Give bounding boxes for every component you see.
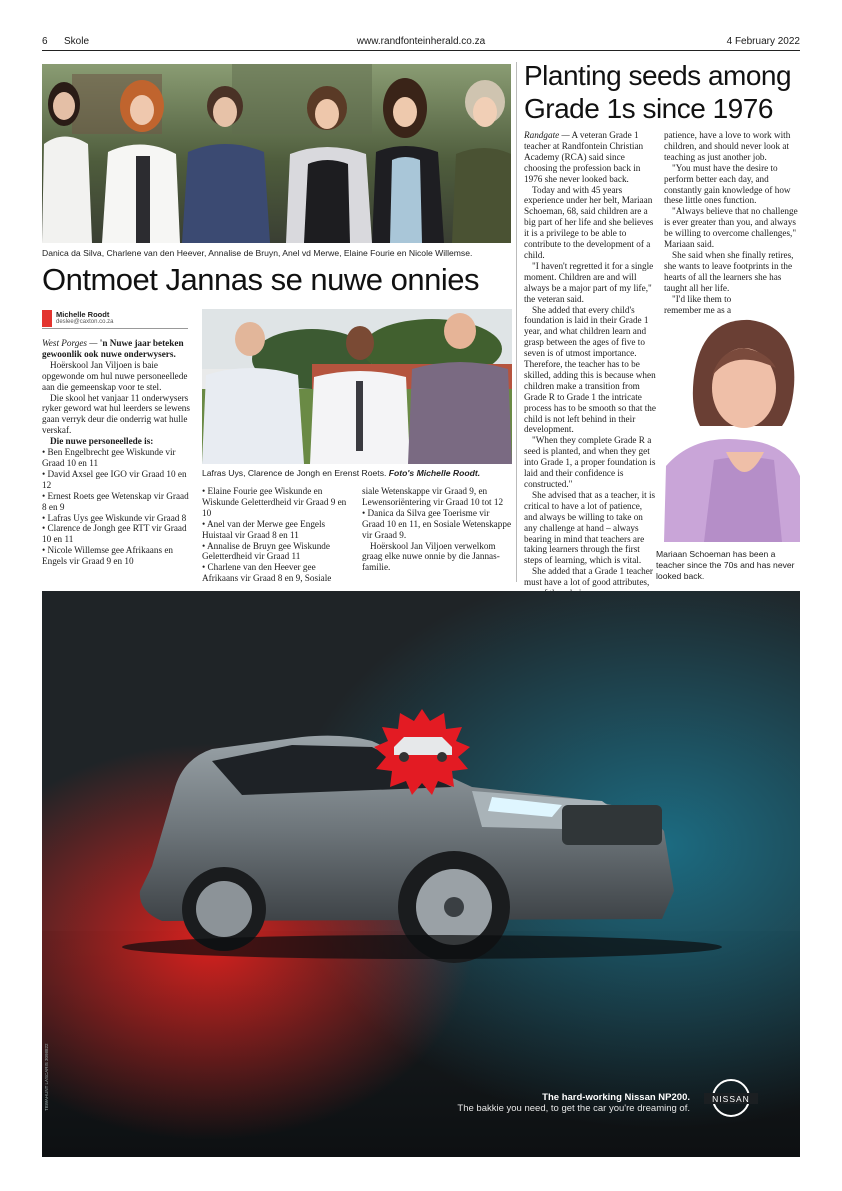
list-item: • David Axsel gee IGO vir Graad 10 en 12 [42, 468, 187, 490]
nissan-logo-icon[interactable] [704, 1077, 758, 1119]
lead-text: 'n Nuwe jaar beteken gewoonlik ook nuwe onderwysers. [42, 338, 184, 359]
portrait-caption: Mariaan Schoeman has been a teacher since the 70s and has never looked back. [656, 549, 795, 581]
paragraph: She said when she finally retires, she wants to leave footprints in the hearts of all the learners she has taught all her life. [664, 249, 794, 293]
column-divider [516, 62, 517, 582]
afrikaans-column-2 [202, 486, 350, 584]
group-photo-caption: Danica da Silva, Charlene van den Heever, Annalise de Bruyn, Anel vd Merwe, Elaine Fourie en Nicole Willemse. [42, 248, 473, 258]
portrait-mariaan-schoeman [664, 316, 800, 542]
list-item: • Ernest Roets gee Wetenskap vir Graad 8 en 9 [42, 490, 189, 512]
afrikaans-column-3 [362, 486, 512, 573]
list-item: • Ben Engelbrecht gee Wiskunde vir Graad 10 en 11 [42, 447, 176, 468]
list-item: • Anel van der Merwe gee Engels Huistaal vir Graad 8 en 11 [202, 518, 326, 540]
paragraph: "I haven't regretted it for a single moment. Children are and will always be a major part of my life," the veteran said. [524, 260, 654, 304]
list-item: siale Wetenskappe vir Graad 9, en Lewensoriëntering vir Graad 10 tot 12 [362, 486, 504, 507]
english-column-1 [524, 130, 656, 599]
headline-line-1: Planting seeds among [524, 60, 792, 91]
advert-tagline-bold: The hard-working Nissan NP200. [542, 1092, 690, 1103]
photo-credit: Foto's Michelle Roodt. [388, 468, 481, 478]
list-item: • Annalise de Bruyn gee Wiskunde Geletterdheid vir Graad 11 [202, 540, 330, 562]
byline-marker [42, 310, 52, 327]
paragraph: "Always believe that no challenge is ever greater than you, and always be willing to overcome challenges," Mariaan said. [664, 206, 798, 250]
group-photo-six-teachers [42, 64, 511, 243]
paragraph: patience, have a love to work with children, and should never look at teaching as just another job. [664, 130, 791, 162]
dateline: Randgate — [524, 130, 570, 140]
advert-agency-code: TBWAHUNT LASCARIS 3098822 [44, 1043, 49, 1111]
issue-date: 4 February 2022 [726, 36, 800, 47]
list-item: • Elaine Fourie gee Wiskunde en Wiskunde Geletterdheid vir Graad 9 en 10 [202, 486, 347, 518]
paragraph: "You must have the desire to perform better each day, and constantly gain knowledge of how these little ones function. [664, 162, 791, 206]
list-item: • Charlene van den Heever gee Afrikaans vir Graad 8 en 9, Sosiale [202, 562, 332, 584]
paragraph: Hoërskool Jan Viljoen verwelkom graag elke nuwe onnie by die Jannas-familie. [362, 540, 500, 573]
list-item: • Lafras Uys gee Wiskunde vir Graad 8 [42, 512, 187, 523]
header-rule [42, 50, 800, 51]
section-name: Skole [64, 36, 90, 47]
headline-line-2: Grade 1s since 1976 [524, 93, 773, 124]
three-teachers-caption [202, 468, 512, 479]
afrikaans-headline: Ontmoet Jannas se nuwe onnies [42, 262, 479, 297]
paragraph: She added that a Grade 1 teacher must have a lot of good attributes, [524, 566, 653, 588]
paragraph: A veteran Grade 1 teacher at Randfontein Christian Academy (RCA) said since choosing the profession back in 1976 she never looked back. [524, 130, 644, 184]
list-item: • Nicole Willemse gee Afrikaans en Engels vir Graad 9 en 10 [42, 545, 174, 567]
afrikaans-column-1 [42, 338, 190, 567]
caption-names: Lafras Uys, Clarence de Jongh en Erenst Roets. [202, 468, 387, 478]
advert-tagline: The bakkie you need, to get the car you're dreaming of. [457, 1103, 690, 1114]
list-item: • Danica da Silva gee Toerisme vir Graad 10 en 11, en Sosiale Wetenskappe vir Graad 9. [362, 507, 512, 540]
byline [42, 310, 188, 329]
page-number: 6 [42, 36, 48, 47]
dateline: West Porges — [42, 338, 98, 348]
paragraph: She advised that as a teacher, it is critical to have a lot of patience, and always be willing to take on any challenge at hand – always bearing in mind that teachers are taking learners through the first steps of learning, which is vital. [524, 489, 656, 566]
english-headline [524, 59, 800, 125]
byline-email[interactable]: deslee@caxton.co.za [56, 319, 114, 325]
paragraph: She added that every child's foundation is laid in their Grade 1 year, and what children learn and grasp between the ages of five to seven is of utmost importance. Therefore, the teacher has to be skilled, adding this is because when children make a transition from Grade R to Grade 1 the intricate process has to be smooth so that the child is not left behind in their development. [524, 304, 656, 435]
list-item: • Clarence de Jongh gee RTT vir Graad 10 en 11 [42, 523, 187, 545]
nissan-logo-text: NISSAN [712, 1094, 750, 1104]
byline-name: Michelle Roodt [56, 310, 110, 319]
site-url[interactable]: www.randfonteinherald.co.za [356, 36, 486, 47]
photo-three-teachers [202, 309, 512, 464]
list-heading: Die nuwe personeellede is: [50, 436, 154, 447]
nissan-advert[interactable] [42, 591, 800, 1157]
paragraph: Hoërskool Jan Viljoen is baie opgewonde om hul nuwe personeellede aan die gemeenskap voor te stel. [42, 359, 188, 392]
paragraph: "I'd like them to remember me as a [664, 293, 732, 315]
paragraph: "When they complete Grade R a seed is planted, and when they get into Grade 1, a proper foundation is laid and their confidence is constructed." [524, 435, 656, 489]
paragraph: Die skool het vanjaar 11 onderwysers ryker geword wat hul leerders se lewens gaan verryk deur die onderrig wat hulle verskaf. [42, 392, 190, 436]
page-header [42, 34, 800, 50]
paragraph: Today and with 45 years experience under her belt, Mariaan Schoeman, 68, said children are a big part of her life and she believes it is a privilege to be able to contribute to the development of a child. [524, 184, 654, 260]
